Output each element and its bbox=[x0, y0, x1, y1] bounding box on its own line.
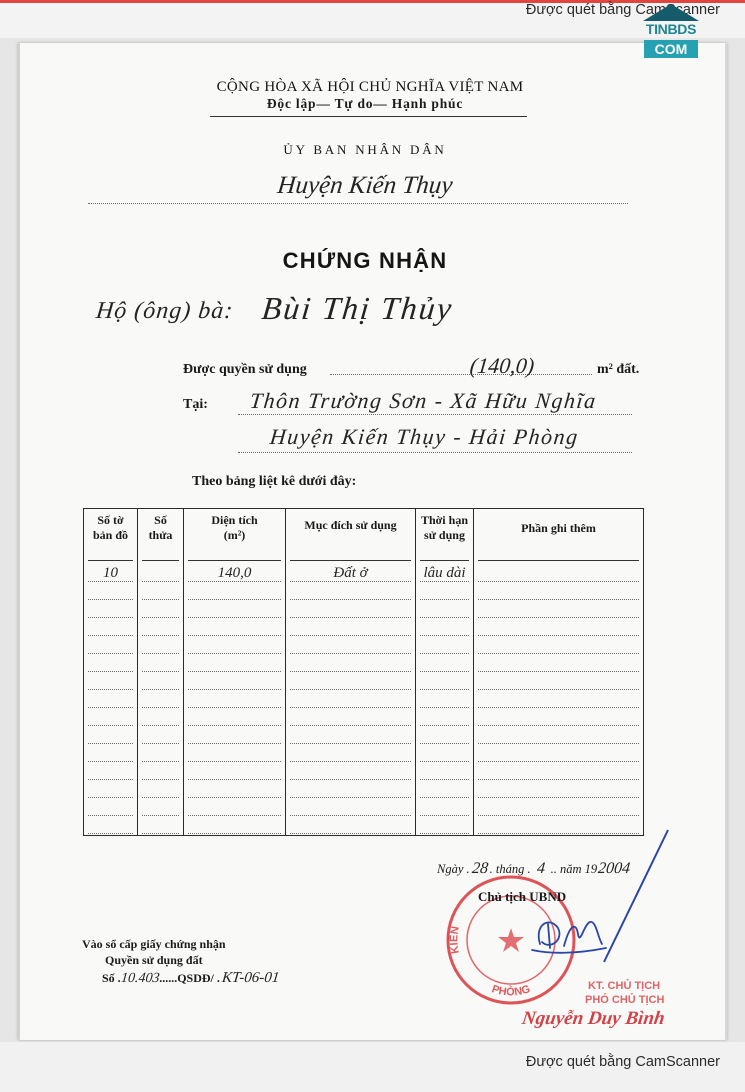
cell-parcel-number bbox=[138, 799, 184, 817]
dotted-line bbox=[88, 779, 133, 780]
dotted-line bbox=[188, 815, 281, 816]
cell-land-use-purpose bbox=[286, 673, 416, 691]
date-day-label: Ngày . bbox=[437, 862, 470, 876]
dotted-line bbox=[420, 833, 469, 834]
scanner-label-top: Được quét bằng CamScanner bbox=[525, 2, 720, 18]
cell-map-sheet-number bbox=[84, 673, 138, 691]
cell-parcel-number bbox=[138, 655, 184, 673]
cell-land-use-purpose bbox=[286, 691, 416, 709]
table-row bbox=[84, 763, 644, 781]
table-row bbox=[84, 745, 644, 763]
table-row bbox=[84, 565, 644, 583]
dotted-line bbox=[142, 581, 179, 582]
registry-code: KT-06-01 bbox=[221, 970, 281, 986]
registry-number-row bbox=[102, 970, 279, 987]
dotted-line bbox=[88, 653, 133, 654]
dotted-line bbox=[88, 635, 133, 636]
cell-usage-term bbox=[416, 799, 474, 817]
cell-area-m2 bbox=[184, 817, 286, 836]
cell-land-use-purpose bbox=[286, 637, 416, 655]
registry-number-label: Số . bbox=[102, 971, 121, 985]
cell-additional-notes bbox=[474, 709, 644, 727]
cell-additional-notes bbox=[474, 799, 644, 817]
cell-parcel-number bbox=[138, 583, 184, 601]
dotted-line bbox=[478, 761, 639, 762]
signer-name-stamp: Nguyễn Duy Bình bbox=[520, 1008, 667, 1029]
cell-land-use-purpose bbox=[286, 565, 416, 583]
dotted-line bbox=[142, 743, 179, 744]
cell-map-sheet-number bbox=[84, 583, 138, 601]
dotted-line bbox=[142, 707, 179, 708]
holder-name: Bùi Thị Thủy bbox=[260, 290, 456, 326]
date-year-label: .. năm 19 bbox=[550, 862, 598, 876]
date-year: 2004 bbox=[597, 860, 632, 877]
header-label: Phần ghi thêm bbox=[521, 521, 596, 535]
dotted-line bbox=[188, 833, 281, 834]
cell-additional-notes bbox=[474, 637, 644, 655]
dotted-line bbox=[290, 815, 411, 816]
cell-area-m2 bbox=[184, 601, 286, 619]
cell-additional-notes bbox=[474, 745, 644, 763]
cell-usage-term bbox=[416, 709, 474, 727]
dotted-line bbox=[478, 617, 639, 618]
table-row bbox=[84, 781, 644, 799]
header-label: bản đồ bbox=[92, 528, 129, 542]
cell-parcel-number bbox=[138, 817, 184, 836]
table-body bbox=[84, 565, 644, 836]
cell-area-m2 bbox=[184, 799, 286, 817]
dotted-line bbox=[420, 599, 469, 600]
dotted-line bbox=[188, 725, 281, 726]
dotted-line bbox=[88, 761, 133, 762]
motto-underline bbox=[210, 116, 527, 117]
cell-additional-notes bbox=[474, 691, 644, 709]
dotted-line bbox=[238, 452, 632, 453]
cell-usage-term bbox=[416, 583, 474, 601]
dotted-line bbox=[88, 707, 133, 708]
table-row bbox=[84, 655, 644, 673]
seal-text-left: KIẾN bbox=[448, 925, 462, 955]
dotted-line bbox=[142, 671, 179, 672]
cell-land-use-purpose bbox=[286, 583, 416, 601]
header-underline bbox=[188, 560, 281, 561]
dotted-line bbox=[88, 797, 133, 798]
dotted-line bbox=[290, 689, 411, 690]
dotted-line bbox=[142, 635, 179, 636]
dotted-line bbox=[88, 815, 133, 816]
dotted-line bbox=[142, 653, 179, 654]
dotted-line bbox=[188, 617, 281, 618]
dotted-line bbox=[88, 689, 133, 690]
cell-map-sheet-number bbox=[84, 763, 138, 781]
signer-title: Chủ tịch UBND bbox=[478, 889, 567, 904]
header-underline bbox=[88, 560, 133, 561]
dotted-line bbox=[188, 635, 281, 636]
cell-parcel-number bbox=[138, 763, 184, 781]
location-line-1: Thôn Trường Sơn - Xã Hữu Nghĩa bbox=[248, 388, 599, 413]
cell-area-m2 bbox=[184, 781, 286, 799]
header-label: (m²) bbox=[223, 528, 246, 542]
cell-map-sheet-number bbox=[84, 709, 138, 727]
dotted-line bbox=[478, 779, 639, 780]
cell-area-m2 bbox=[184, 583, 286, 601]
dotted-line bbox=[142, 779, 179, 780]
cell-usage-term bbox=[416, 601, 474, 619]
house-roof-icon bbox=[643, 4, 699, 21]
signature-scribble bbox=[520, 820, 680, 970]
stamp-acting-chairman: KT. CHỦ TỊCH bbox=[588, 980, 661, 992]
dotted-line bbox=[478, 671, 639, 672]
cell-land-use-purpose bbox=[286, 601, 416, 619]
dotted-line bbox=[290, 743, 411, 744]
dotted-line bbox=[420, 743, 469, 744]
cell-area-m2 bbox=[184, 619, 286, 637]
cell-usage-term bbox=[416, 781, 474, 799]
cell-map-sheet-number bbox=[84, 799, 138, 817]
cell-land-use-purpose bbox=[286, 781, 416, 799]
cell-map-sheet-number bbox=[84, 619, 138, 637]
dotted-line bbox=[290, 617, 411, 618]
cell-parcel-number bbox=[138, 727, 184, 745]
table-intro: Theo bảng liệt kê dưới đây: bbox=[192, 474, 357, 489]
dotted-line bbox=[88, 671, 133, 672]
registry-line-2: Quyền sử dụng đất bbox=[105, 953, 203, 967]
cell-usage-term bbox=[416, 655, 474, 673]
holder-prefix: Hộ (ông) bà: bbox=[94, 298, 235, 324]
logo-text: TINBDS bbox=[645, 21, 697, 37]
header-label: Số bbox=[154, 513, 167, 527]
dotted-line bbox=[420, 797, 469, 798]
table-row bbox=[84, 601, 644, 619]
header-underline bbox=[420, 560, 469, 561]
cell-land-use-purpose bbox=[286, 763, 416, 781]
cell-parcel-number bbox=[138, 565, 184, 583]
dotted-line bbox=[188, 599, 281, 600]
header-parcel-number bbox=[138, 509, 184, 566]
cell-parcel-number bbox=[138, 691, 184, 709]
cell-usage-term bbox=[416, 691, 474, 709]
dotted-line bbox=[478, 653, 639, 654]
dotted-line bbox=[88, 833, 133, 834]
table-row bbox=[84, 709, 644, 727]
dotted-line bbox=[290, 779, 411, 780]
cell-additional-notes bbox=[474, 601, 644, 619]
cell-usage-term bbox=[416, 763, 474, 781]
dotted-line bbox=[188, 797, 281, 798]
dotted-line bbox=[188, 743, 281, 744]
header-label: Mục đích sử dụng bbox=[304, 518, 397, 532]
date-month: 4 bbox=[535, 860, 546, 877]
cell-usage-term bbox=[416, 619, 474, 637]
header-usage-term bbox=[416, 509, 474, 566]
cell-parcel-number bbox=[138, 781, 184, 799]
dotted-line bbox=[478, 635, 639, 636]
dotted-line bbox=[188, 707, 281, 708]
dotted-line bbox=[478, 797, 639, 798]
stamp-vice-chairman: PHÓ CHỦ TỊCH bbox=[585, 994, 665, 1006]
scanner-label-bottom: Được quét bằng CamScanner bbox=[525, 1054, 720, 1070]
dotted-line bbox=[420, 671, 469, 672]
national-motto: Độc lập— Tự do— Hạnh phúc bbox=[266, 96, 464, 111]
dotted-line bbox=[478, 599, 639, 600]
cell-map-sheet-number bbox=[84, 601, 138, 619]
cell-additional-notes bbox=[474, 619, 644, 637]
dotted-line bbox=[420, 725, 469, 726]
dotted-line bbox=[142, 725, 179, 726]
dotted-line bbox=[290, 707, 411, 708]
dotted-line bbox=[290, 833, 411, 834]
dotted-line bbox=[478, 725, 639, 726]
handwritten-value: lâu dài bbox=[423, 565, 466, 581]
table-header-row bbox=[84, 509, 644, 566]
dotted-line bbox=[88, 617, 133, 618]
cell-usage-term bbox=[416, 727, 474, 745]
cell-additional-notes bbox=[474, 565, 644, 583]
cell-land-use-purpose bbox=[286, 799, 416, 817]
dotted-line bbox=[290, 653, 411, 654]
dotted-line bbox=[420, 815, 469, 816]
dotted-line bbox=[420, 653, 469, 654]
dotted-line bbox=[88, 743, 133, 744]
cell-map-sheet-number bbox=[84, 817, 138, 836]
area-value: (140,0) bbox=[468, 353, 536, 378]
cell-additional-notes bbox=[474, 655, 644, 673]
cell-land-use-purpose bbox=[286, 655, 416, 673]
cell-parcel-number bbox=[138, 745, 184, 763]
cell-land-use-purpose bbox=[286, 709, 416, 727]
cell-area-m2 bbox=[184, 565, 286, 583]
cell-usage-term bbox=[416, 817, 474, 836]
dotted-line bbox=[420, 761, 469, 762]
cell-parcel-number bbox=[138, 601, 184, 619]
date-month-label: . tháng . bbox=[489, 862, 531, 876]
header-map-sheet-number bbox=[84, 509, 138, 566]
cell-usage-term bbox=[416, 745, 474, 763]
registry-book-label: ......QSDĐ/ . bbox=[159, 971, 220, 985]
cell-map-sheet-number bbox=[84, 637, 138, 655]
seal-text-bottom: PHÒNG bbox=[490, 983, 532, 999]
dotted-line bbox=[290, 797, 411, 798]
cell-land-use-purpose bbox=[286, 745, 416, 763]
cell-land-use-purpose bbox=[286, 817, 416, 836]
cell-parcel-number bbox=[138, 637, 184, 655]
dotted-line bbox=[290, 761, 411, 762]
dotted-line bbox=[330, 374, 592, 375]
dotted-line bbox=[142, 833, 179, 834]
dotted-line bbox=[142, 815, 179, 816]
dotted-line bbox=[88, 725, 133, 726]
dotted-line bbox=[142, 599, 179, 600]
dotted-line bbox=[188, 689, 281, 690]
cell-area-m2 bbox=[184, 637, 286, 655]
cell-additional-notes bbox=[474, 781, 644, 799]
cell-area-m2 bbox=[184, 727, 286, 745]
dotted-line bbox=[88, 203, 628, 204]
dotted-line bbox=[420, 707, 469, 708]
dotted-line bbox=[142, 617, 179, 618]
cell-map-sheet-number bbox=[84, 727, 138, 745]
land-parcel-table bbox=[83, 508, 644, 836]
dotted-line bbox=[478, 689, 639, 690]
certificate-title: CHỨNG NHẬN bbox=[282, 248, 448, 273]
dotted-line bbox=[188, 671, 281, 672]
header-underline bbox=[142, 560, 179, 561]
location-line-2: Huyện Kiến Thụy - Hải Phòng bbox=[268, 424, 581, 449]
cell-parcel-number bbox=[138, 673, 184, 691]
issuer-district: Huyện Kiến Thụy bbox=[276, 172, 454, 199]
header-land-use-purpose bbox=[286, 509, 416, 566]
header-label: Diện tích bbox=[211, 513, 258, 527]
table-row bbox=[84, 583, 644, 601]
dotted-line bbox=[420, 635, 469, 636]
header-label: Thời hạn bbox=[420, 513, 468, 527]
table-row bbox=[84, 799, 644, 817]
cell-additional-notes bbox=[474, 673, 644, 691]
cell-land-use-purpose bbox=[286, 727, 416, 745]
dotted-line bbox=[142, 797, 179, 798]
cell-map-sheet-number bbox=[84, 691, 138, 709]
dotted-line bbox=[142, 689, 179, 690]
dotted-line bbox=[478, 707, 639, 708]
nation-title: CỘNG HÒA XÃ HỘI CHỦ NGHĨA VIỆT NAM bbox=[216, 79, 524, 95]
header-additional-notes bbox=[474, 509, 644, 566]
header-underline bbox=[290, 560, 411, 561]
handwritten-value: 140,0 bbox=[217, 565, 252, 581]
cell-usage-term bbox=[416, 565, 474, 583]
location-label: Tại: bbox=[183, 397, 208, 412]
handwritten-value: 10 bbox=[103, 565, 118, 581]
registry-number: 10.403 bbox=[119, 971, 161, 986]
dotted-line bbox=[478, 743, 639, 744]
cell-additional-notes bbox=[474, 583, 644, 601]
header-label: sử dụng bbox=[424, 528, 465, 542]
dotted-line bbox=[290, 725, 411, 726]
logo-domain: COM bbox=[644, 40, 698, 58]
dotted-line bbox=[478, 581, 639, 582]
header-label: thửa bbox=[148, 528, 173, 542]
cell-parcel-number bbox=[138, 619, 184, 637]
table-row bbox=[84, 691, 644, 709]
dotted-line bbox=[290, 671, 411, 672]
cell-usage-term bbox=[416, 673, 474, 691]
cell-area-m2 bbox=[184, 691, 286, 709]
header-area-m2 bbox=[184, 509, 286, 566]
cell-area-m2 bbox=[184, 763, 286, 781]
dotted-line bbox=[238, 414, 632, 415]
cell-usage-term bbox=[416, 637, 474, 655]
dotted-line bbox=[88, 599, 133, 600]
area-unit: m² đất. bbox=[597, 362, 640, 377]
dotted-line bbox=[188, 779, 281, 780]
table-row bbox=[84, 637, 644, 655]
registry-line-1: Vào sổ cấp giấy chứng nhận bbox=[82, 937, 226, 951]
cell-land-use-purpose bbox=[286, 619, 416, 637]
issuer-label: ỦY BAN NHÂN DÂN bbox=[283, 142, 447, 157]
cell-map-sheet-number bbox=[84, 745, 138, 763]
dotted-line bbox=[188, 653, 281, 654]
dotted-line bbox=[420, 689, 469, 690]
table-row bbox=[84, 727, 644, 745]
dotted-line bbox=[290, 599, 411, 600]
dotted-line bbox=[420, 779, 469, 780]
date-day: 28 bbox=[470, 860, 489, 877]
dotted-line bbox=[478, 815, 639, 816]
tinbds-logo bbox=[640, 4, 702, 62]
dotted-line bbox=[188, 761, 281, 762]
cell-map-sheet-number bbox=[84, 781, 138, 799]
cell-area-m2 bbox=[184, 709, 286, 727]
cell-additional-notes bbox=[474, 727, 644, 745]
area-label: Được quyền sử dụng bbox=[183, 362, 307, 377]
header-underline bbox=[478, 560, 639, 561]
dotted-line bbox=[420, 617, 469, 618]
cell-area-m2 bbox=[184, 655, 286, 673]
table-row bbox=[84, 619, 644, 637]
dotted-line bbox=[142, 761, 179, 762]
cell-area-m2 bbox=[184, 745, 286, 763]
table-row bbox=[84, 673, 644, 691]
cell-map-sheet-number bbox=[84, 655, 138, 673]
cell-parcel-number bbox=[138, 709, 184, 727]
dotted-line bbox=[290, 635, 411, 636]
cell-map-sheet-number bbox=[84, 565, 138, 583]
cell-additional-notes bbox=[474, 763, 644, 781]
handwritten-value: Đất ở bbox=[333, 565, 368, 581]
header-label: Số tờ bbox=[97, 513, 124, 527]
cell-area-m2 bbox=[184, 673, 286, 691]
